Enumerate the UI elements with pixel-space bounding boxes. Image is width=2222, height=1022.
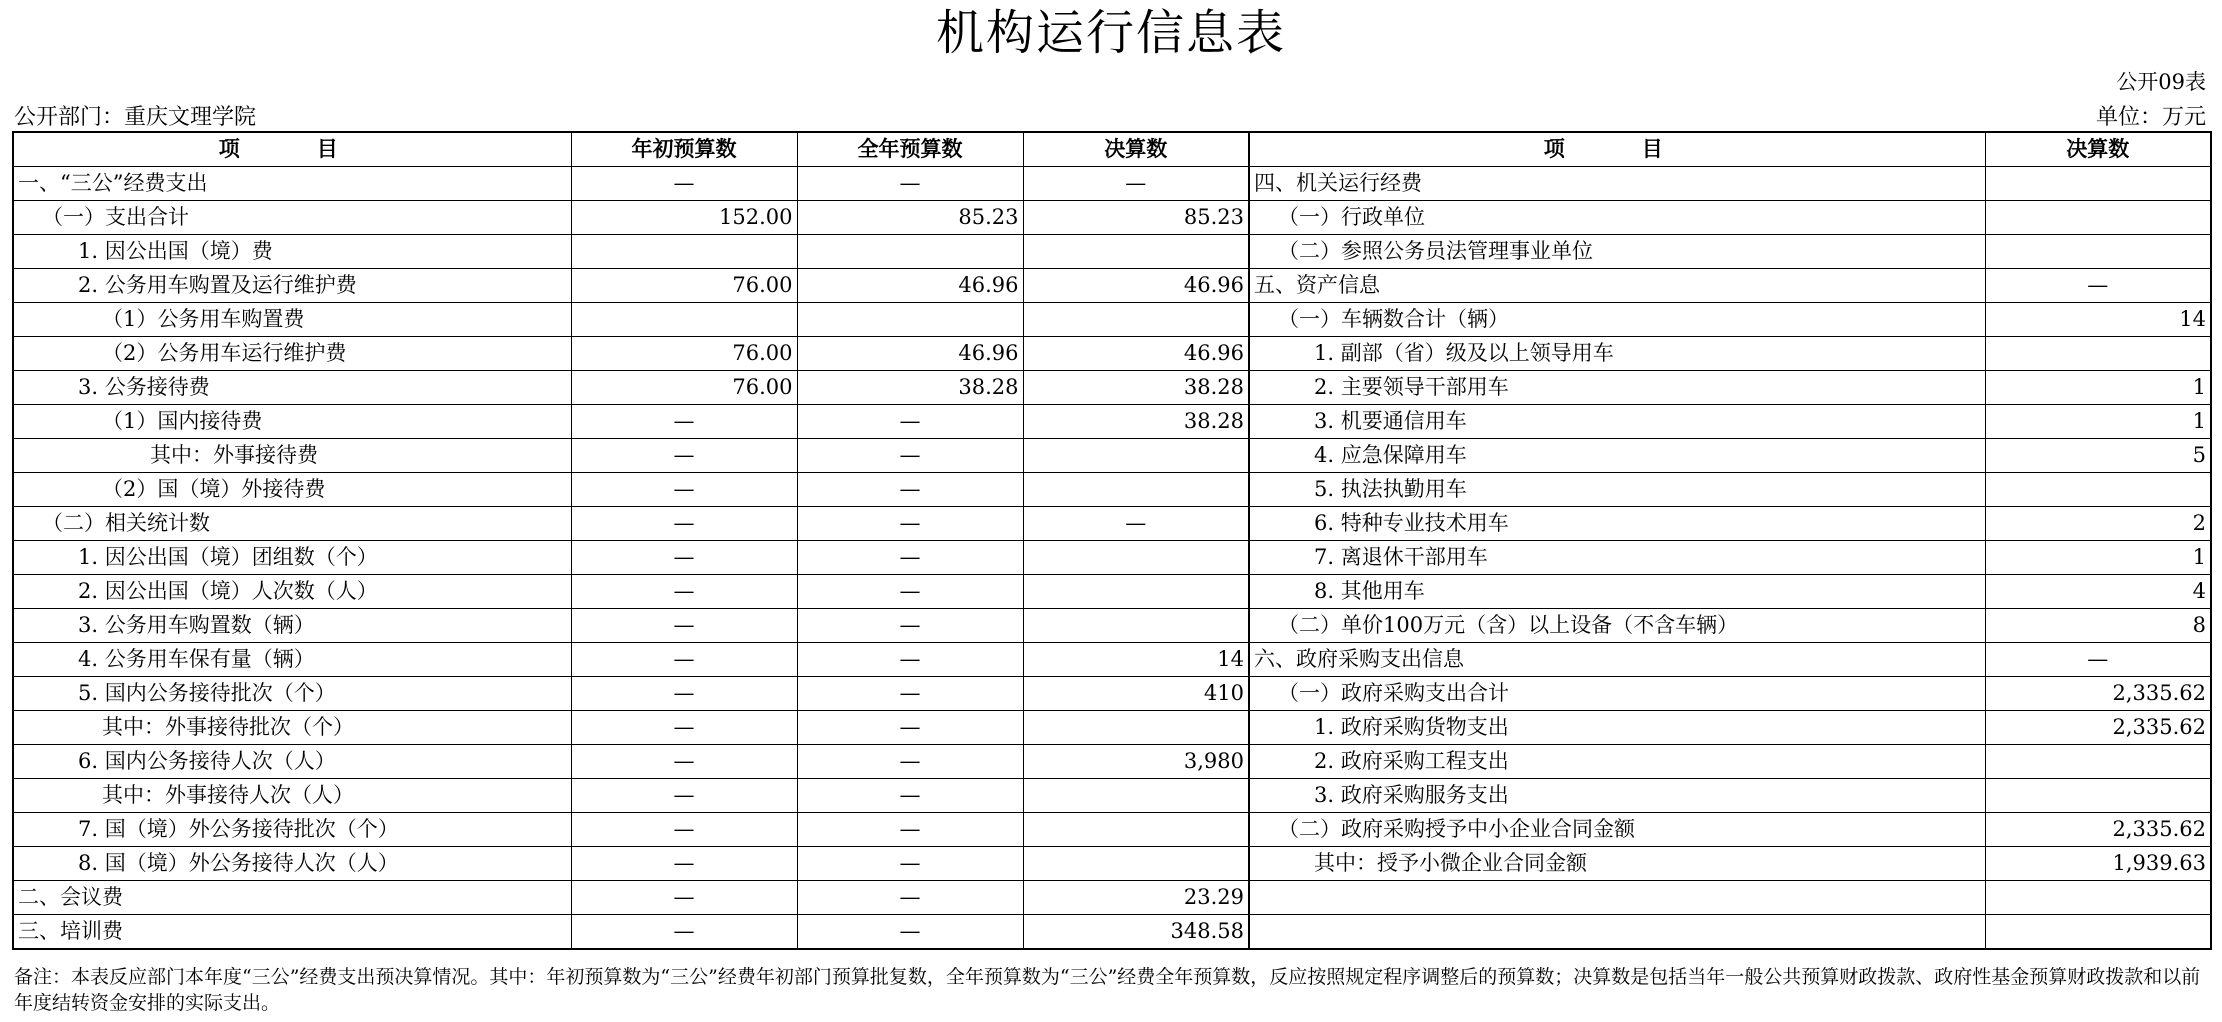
final-right-cell: 8 [1985,609,2211,643]
final-right-cell: 2,335.62 [1985,677,2211,711]
table-row [13,643,2211,677]
budget-full-cell: — [797,541,1023,575]
item-right-cell: 8. 其他用车 [1249,575,1985,609]
budget-initial-cell: 76.00 [571,269,797,303]
final-left-cell [1023,303,1249,337]
table-row [13,813,2211,847]
budget-initial-cell: 76.00 [571,371,797,405]
budget-full-cell: — [797,405,1023,439]
table-row [13,439,2211,473]
table-row [13,779,2211,813]
header-item-left: 项 目 [13,132,571,167]
table-row [13,235,2211,269]
item-left-cell: （二）相关统计数 [13,507,571,541]
item-right-cell: （二）政府采购授予中小企业合同金额 [1249,813,1985,847]
table-row [13,473,2211,507]
budget-initial-cell: — [571,575,797,609]
item-right-cell: 1. 政府采购货物支出 [1249,711,1985,745]
budget-initial-cell [571,235,797,269]
table-row [13,677,2211,711]
budget-full-cell: — [797,779,1023,813]
budget-initial-cell: — [571,745,797,779]
form-number: 公开09表 [2116,70,2206,94]
budget-initial-cell: — [571,643,797,677]
page-title: 机构运行信息表 [935,5,1286,61]
final-left-cell: 38.28 [1023,405,1249,439]
final-left-cell [1023,609,1249,643]
table-row [13,847,2211,881]
budget-full-cell: — [797,813,1023,847]
final-right-cell: 1 [1985,405,2211,439]
item-left-cell: （1）国内接待费 [13,405,571,439]
item-right-cell: （一）政府采购支出合计 [1249,677,1985,711]
budget-initial-cell: 152.00 [571,201,797,235]
item-left-cell: 2. 公务用车购置及运行维护费 [13,269,571,303]
budget-full-cell: — [797,677,1023,711]
item-right-cell: 2. 主要领导干部用车 [1249,371,1985,405]
item-right-cell: （二）单价100万元（含）以上设备（不含车辆） [1249,609,1985,643]
table-row [13,881,2211,915]
final-left-cell [1023,779,1249,813]
item-left-cell: 7. 国（境）外公务接待批次（个） [13,813,571,847]
item-left-cell: 1. 因公出国（境）团组数（个） [13,541,571,575]
table-row [13,303,2211,337]
budget-full-cell: — [797,167,1023,201]
final-right-cell: 14 [1985,303,2211,337]
item-left-cell: 其中：外事接待人次（人） [13,779,571,813]
item-left-cell: 一、“三公”经费支出 [13,167,571,201]
final-right-cell: 2,335.62 [1985,813,2211,847]
item-left-cell: 三、培训费 [13,915,571,950]
item-left-cell: 5. 国内公务接待批次（个） [13,677,571,711]
item-right-cell: 5. 执法执勤用车 [1249,473,1985,507]
final-left-cell [1023,575,1249,609]
table-row [13,167,2211,201]
budget-full-cell: 38.28 [797,371,1023,405]
final-right-cell: 1 [1985,371,2211,405]
budget-initial-cell: — [571,881,797,915]
item-left-cell: 4. 公务用车保有量（辆） [13,643,571,677]
budget-initial-cell [571,303,797,337]
item-right-cell: 五、资产信息 [1249,269,1985,303]
budget-full-cell: — [797,847,1023,881]
final-left-cell: 85.23 [1023,201,1249,235]
budget-full-cell: — [797,881,1023,915]
item-left-cell: 6. 国内公务接待人次（人） [13,745,571,779]
table-row [13,337,2211,371]
budget-initial-cell: — [571,711,797,745]
budget-full-cell: — [797,915,1023,950]
item-right-cell: 2. 政府采购工程支出 [1249,745,1985,779]
table-row [13,405,2211,439]
final-right-cell [1985,337,2211,371]
item-right-cell: 1. 副部（省）级及以上领导用车 [1249,337,1985,371]
final-left-cell: 348.58 [1023,915,1249,950]
item-left-cell: 8. 国（境）外公务接待人次（人） [13,847,571,881]
table-row [13,541,2211,575]
header-item-right: 项 目 [1249,132,1985,167]
unit-label: 单位：万元 [2095,105,2206,130]
final-left-cell: 3,980 [1023,745,1249,779]
budget-initial-cell: — [571,167,797,201]
final-left-cell: — [1023,167,1249,201]
final-left-cell [1023,439,1249,473]
budget-initial-cell: — [571,677,797,711]
budget-full-cell [797,235,1023,269]
final-right-cell [1985,915,2211,950]
final-right-cell [1985,167,2211,201]
budget-full-cell: — [797,439,1023,473]
table-row [13,575,2211,609]
item-right-cell: 其中：授予小微企业合同金额 [1249,847,1985,881]
budget-initial-cell: — [571,405,797,439]
final-right-cell: 1,939.63 [1985,847,2211,881]
budget-full-cell: 46.96 [797,269,1023,303]
item-right-cell: （一）车辆数合计（辆） [1249,303,1985,337]
item-left-cell: 3. 公务接待费 [13,371,571,405]
item-left-cell: 其中：外事接待费 [13,439,571,473]
item-left-cell: （2）公务用车运行维护费 [13,337,571,371]
final-right-cell [1985,473,2211,507]
header-final-left: 决算数 [1023,132,1249,167]
final-left-cell: 410 [1023,677,1249,711]
final-left-cell [1023,847,1249,881]
final-right-cell [1985,745,2211,779]
final-left-cell [1023,235,1249,269]
item-right-cell: 六、政府采购支出信息 [1249,643,1985,677]
budget-initial-cell: — [571,541,797,575]
final-left-cell: 46.96 [1023,269,1249,303]
table-row [13,915,2211,950]
final-right-cell: 2,335.62 [1985,711,2211,745]
department-label: 公开部门：重庆文理学院 [14,105,257,130]
final-left-cell: 14 [1023,643,1249,677]
budget-full-cell: 46.96 [797,337,1023,371]
table-row [13,711,2211,745]
budget-initial-cell: — [571,473,797,507]
final-right-cell: 1 [1985,541,2211,575]
item-right-cell [1249,881,1985,915]
budget-initial-cell: — [571,609,797,643]
info-table [12,131,2212,950]
table-row [13,507,2211,541]
final-right-cell [1985,779,2211,813]
budget-full-cell: — [797,643,1023,677]
final-right-cell: 2 [1985,507,2211,541]
table-row [13,371,2211,405]
header-budget-initial: 年初预算数 [571,132,797,167]
final-right-cell: 4 [1985,575,2211,609]
final-left-cell: 46.96 [1023,337,1249,371]
budget-full-cell: 85.23 [797,201,1023,235]
table-row [13,269,2211,303]
table-row [13,745,2211,779]
budget-full-cell: — [797,711,1023,745]
final-left-cell [1023,473,1249,507]
header-budget-full: 全年预算数 [797,132,1023,167]
budget-full-cell [797,303,1023,337]
table-row [13,609,2211,643]
budget-initial-cell: — [571,813,797,847]
item-left-cell: （1）公务用车购置费 [13,303,571,337]
table-header-row [13,132,2211,167]
budget-full-cell: — [797,609,1023,643]
item-right-cell: 3. 机要通信用车 [1249,405,1985,439]
item-left-cell: 3. 公务用车购置数（辆） [13,609,571,643]
item-right-cell: 6. 特种专业技术用车 [1249,507,1985,541]
budget-full-cell: — [797,507,1023,541]
budget-full-cell: — [797,473,1023,507]
item-left-cell: （一）支出合计 [13,201,571,235]
final-right-cell [1985,881,2211,915]
item-left-cell: 二、会议费 [13,881,571,915]
budget-initial-cell: 76.00 [571,337,797,371]
item-left-cell: 2. 因公出国（境）人次数（人） [13,575,571,609]
item-right-cell: （一）行政单位 [1249,201,1985,235]
final-left-cell: — [1023,507,1249,541]
final-left-cell [1023,541,1249,575]
final-right-cell: — [1985,643,2211,677]
header-final-right: 决算数 [1985,132,2211,167]
item-right-cell: 3. 政府采购服务支出 [1249,779,1985,813]
budget-initial-cell: — [571,847,797,881]
final-right-cell [1985,201,2211,235]
item-left-cell: 1. 因公出国（境）费 [13,235,571,269]
item-right-cell: 四、机关运行经费 [1249,167,1985,201]
budget-full-cell: — [797,745,1023,779]
budget-initial-cell: — [571,439,797,473]
budget-initial-cell: — [571,915,797,950]
item-right-cell: （二）参照公务员法管理事业单位 [1249,235,1985,269]
item-left-cell: 其中：外事接待批次（个） [13,711,571,745]
final-right-cell: 5 [1985,439,2211,473]
budget-initial-cell: — [571,779,797,813]
footnote: 备注：本表反应部门本年度“三公”经费支出预决算情况。其中：年初预算数为“三公”经费年初部门预算批复数，全年预算数为“三公”经费全年预算数，反应按照规定程序调整后的预算数；决算数是包括当年一般公共预算财政拨款、政府性基金预算财政拨款和以前年度结转资金安排的实际支出。 [14,966,2201,1014]
item-right-cell: 4. 应急保障用车 [1249,439,1985,473]
final-left-cell: 38.28 [1023,371,1249,405]
item-right-cell: 7. 离退休干部用车 [1249,541,1985,575]
final-right-cell [1985,235,2211,269]
final-left-cell [1023,813,1249,847]
item-right-cell [1249,915,1985,950]
final-left-cell: 23.29 [1023,881,1249,915]
budget-full-cell: — [797,575,1023,609]
final-left-cell [1023,711,1249,745]
final-right-cell: — [1985,269,2211,303]
budget-initial-cell: — [571,507,797,541]
item-left-cell: （2）国（境）外接待费 [13,473,571,507]
table-row [13,201,2211,235]
